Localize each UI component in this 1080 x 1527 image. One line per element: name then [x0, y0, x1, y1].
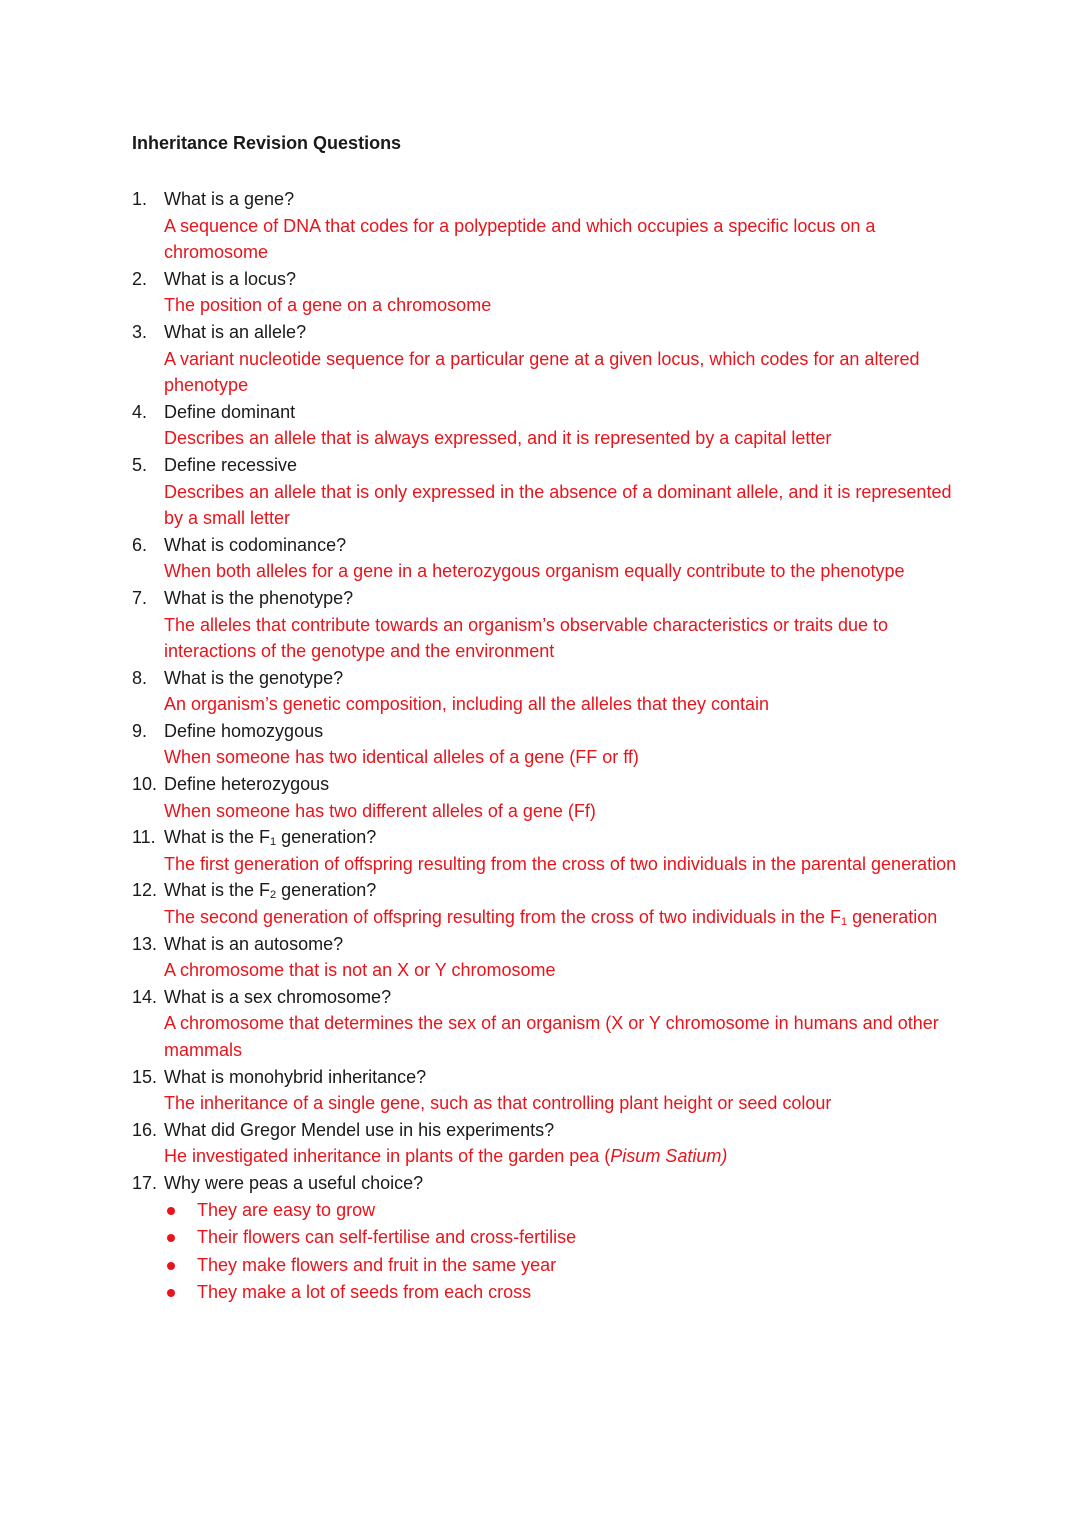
answer-text: When someone has two identical alleles of a gene (FF or ff) — [164, 747, 639, 768]
answer-text: The second generation of offspring resulting from the cross of two individuals in the $F_1$ generation — [164, 907, 938, 929]
question-item — [132, 319, 962, 399]
question-number: 3. — [132, 321, 148, 342]
question-number: 12. — [132, 880, 158, 901]
question-text: What is a sex chromosome? — [164, 986, 392, 1007]
question-text: What is the $F_2$ generation? — [164, 880, 377, 902]
question-item — [132, 931, 962, 984]
question-text: What is an autosome? — [164, 933, 344, 954]
answer-text: He investigated inheritance in plants of the garden pea (Pisum Satium) — [164, 1146, 728, 1167]
question-item — [132, 532, 962, 585]
question-number: 10. — [132, 774, 158, 795]
bullet-dot-icon — [167, 1207, 175, 1215]
question-item — [132, 984, 962, 1064]
question-number: 4. — [132, 401, 148, 422]
question-number: 8. — [132, 667, 148, 688]
question-number: 2. — [132, 268, 148, 289]
answer-bullet: They are easy to grow — [164, 1197, 962, 1225]
question-item — [132, 824, 962, 877]
question-item — [132, 266, 962, 319]
question-item — [132, 1117, 962, 1170]
question-text: What did Gregor Mendel use in his experiments? — [164, 1119, 555, 1140]
question-item — [132, 452, 962, 532]
question-number: 1. — [132, 189, 148, 209]
question-item — [132, 771, 962, 824]
question-number: 16. — [132, 1119, 158, 1140]
question-list — [132, 186, 962, 1307]
answer-bullet: Their flowers can self-fertilise and cross-fertilise — [164, 1224, 962, 1252]
question-text: What is monohybrid inheritance? — [164, 1066, 427, 1087]
answer-text: The position of a gene on a chromosome — [164, 295, 492, 316]
answer-text: The inheritance of a single gene, such as that controlling plant height or seed colour — [164, 1093, 832, 1114]
question-text: What is the $F_1$ generation? — [164, 827, 377, 849]
question-text: What is a locus? — [164, 268, 297, 289]
answer-text: When someone has two different alleles of a gene (Ff) — [164, 800, 596, 821]
question-number: 15. — [132, 1066, 158, 1087]
answer-text: A variant nucleotide sequence for a particular gene at a given locus, which codes for an altered phenotype — [164, 348, 920, 396]
question-item — [132, 877, 962, 930]
bullet-dot-icon — [167, 1234, 175, 1242]
question-text: Define heterozygous — [164, 774, 330, 795]
answer-text: Describes an allele that is always expressed, and it is represented by a capital letter — [164, 428, 832, 449]
answer-bullet: They make flowers and fruit in the same year — [164, 1252, 962, 1280]
question-item — [132, 665, 962, 718]
question-item — [132, 186, 962, 266]
question-text: What is a gene? — [164, 189, 295, 209]
answer-text: A chromosome that determines the sex of an organism (X or Y chromosome in humans and other mammals — [164, 1013, 939, 1060]
question-number: 6. — [132, 534, 148, 555]
answer-text: A chromosome that is not an X or Y chromosome — [164, 960, 556, 981]
question-text: What is an allele? — [164, 321, 307, 342]
document-title: Inheritance Revision Questions — [132, 133, 402, 153]
question-number: 14. — [132, 986, 158, 1007]
answer-bullet: They make a lot of seeds from each cross — [164, 1279, 962, 1307]
question-number: 11. — [132, 827, 156, 848]
question-text: Why were peas a useful choice? — [164, 1172, 424, 1193]
answer-bullet-list — [164, 1197, 962, 1307]
question-text: What is codominance? — [164, 534, 347, 555]
question-text: Define recessive — [164, 454, 298, 475]
question-item — [132, 718, 962, 771]
bullet-dot-icon — [167, 1289, 175, 1297]
answer-text: A sequence of DNA that codes for a polypeptide and which occupies a specific locus on a chromosome — [164, 215, 876, 263]
question-number: 9. — [132, 720, 148, 741]
question-number: 13. — [132, 933, 158, 954]
question-item — [132, 585, 962, 665]
answer-text: Describes an allele that is only expressed in the absence of a dominant allele, and it is represented by a small letter — [164, 481, 952, 529]
question-number: 17. — [132, 1172, 158, 1193]
answer-text: The alleles that contribute towards an organism’s observable characteristics or traits due to interactions of the genotype and the environment — [164, 614, 889, 662]
question-text: Define dominant — [164, 401, 296, 422]
question-number: 7. — [132, 587, 148, 608]
bullet-dot-icon — [167, 1262, 175, 1270]
question-text: Define homozygous — [164, 720, 324, 741]
answer-text: When both alleles for a gene in a heterozygous organism equally contribute to the phenotype — [164, 561, 905, 582]
question-item — [132, 1064, 962, 1117]
question-text: What is the phenotype? — [164, 587, 354, 608]
question-item — [132, 399, 962, 452]
answer-text: An organism’s genetic composition, including all the alleles that they contain — [164, 694, 770, 715]
answer-text: The first generation of offspring resulting from the cross of two individuals in the parental generation — [164, 853, 957, 874]
question-item — [132, 1170, 962, 1307]
question-number: 5. — [132, 454, 148, 475]
question-text: What is the genotype? — [164, 667, 344, 688]
